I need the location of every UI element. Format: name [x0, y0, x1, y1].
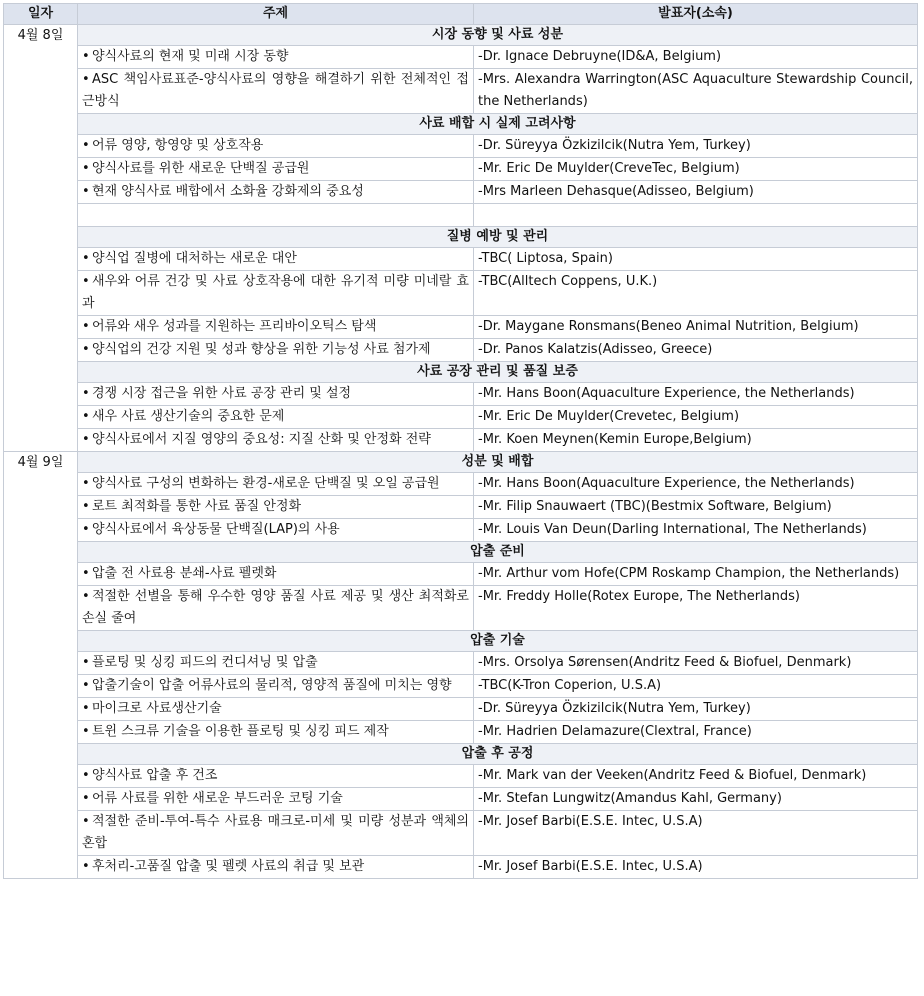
topic-text: 후처리-고품질 압출 및 펠렛 사료의 취급 및 보관	[92, 859, 365, 874]
bullet-icon: •	[82, 184, 90, 199]
agenda-row	[4, 788, 918, 811]
topic-text: 압출 전 사료용 분쇄-사료 펠렛화	[92, 566, 277, 581]
agenda-row	[4, 383, 918, 406]
bullet-icon: •	[82, 161, 90, 176]
topic-text: 새우 사료 생산기술의 중요한 문제	[92, 409, 285, 424]
speaker-cell: -Mr. Josef Barbi(E.S.E. Intec, U.S.A)	[474, 811, 918, 856]
agenda-row	[4, 856, 918, 879]
bullet-icon: •	[82, 319, 90, 334]
topic-text: 적절한 선별을 통해 우수한 영양 품질 사료 제공 및 생산 최적화로 손실 줄여	[82, 589, 469, 626]
speaker-cell: -TBC( Liptosa, Spain)	[474, 248, 918, 271]
topic-cell	[78, 811, 474, 856]
spacer-cell	[78, 204, 474, 227]
agenda-row	[4, 339, 918, 362]
bullet-icon: •	[82, 724, 90, 739]
section-row	[4, 542, 918, 563]
speaker-cell: -Dr. Maygane Ronsmans(Beneo Animal Nutrition, Belgium)	[474, 316, 918, 339]
speaker-cell: -Mr. Stefan Lungwitz(Amandus Kahl, Germany)	[474, 788, 918, 811]
speaker-cell: -Mr. Eric De Muylder(CreveTec, Belgium)	[474, 158, 918, 181]
topic-cell	[78, 339, 474, 362]
section-title: 성분 및 배합	[78, 452, 918, 473]
agenda-row	[4, 429, 918, 452]
agenda-row	[4, 46, 918, 69]
speaker-cell: -Dr. Süreyya Özkizilcik(Nutra Yem, Turkey)	[474, 698, 918, 721]
speaker-cell: -TBC(Alltech Coppens, U.K.)	[474, 271, 918, 316]
topic-cell	[78, 519, 474, 542]
day-date: 4월 8일	[4, 25, 78, 452]
speaker-cell: -Dr. Süreyya Özkizilcik(Nutra Yem, Turkey)	[474, 135, 918, 158]
header-row	[4, 4, 918, 25]
topic-cell	[78, 765, 474, 788]
bullet-icon: •	[82, 859, 90, 874]
topic-text: 마이크로 사료생산기술	[92, 701, 222, 716]
agenda-row	[4, 316, 918, 339]
speaker-cell: -Mr. Mark van der Veeken(Andritz Feed & Biofuel, Denmark)	[474, 765, 918, 788]
topic-text: 양식업의 건강 지원 및 성과 향상을 위한 기능성 사료 첨가제	[92, 342, 431, 357]
section-row	[4, 744, 918, 765]
agenda-row	[4, 811, 918, 856]
speaker-cell: -Mr. Hans Boon(Aquaculture Experience, the Netherlands)	[474, 473, 918, 496]
topic-text: 적절한 준비-투여-특수 사료용 매크로-미세 및 미량 성분과 액체의 혼합	[82, 814, 469, 851]
bullet-icon: •	[82, 701, 90, 716]
spacer-cell	[474, 204, 918, 227]
topic-cell	[78, 675, 474, 698]
topic-cell	[78, 248, 474, 271]
topic-cell	[78, 46, 474, 69]
topic-cell	[78, 383, 474, 406]
topic-text: 양식사료의 현재 및 미래 시장 동향	[92, 49, 289, 64]
topic-text: 양식사료에서 육상동물 단백질(LAP)의 사용	[92, 522, 340, 537]
agenda-row	[4, 765, 918, 788]
section-row	[4, 114, 918, 135]
speaker-cell: -Mr. Josef Barbi(E.S.E. Intec, U.S.A)	[474, 856, 918, 879]
bullet-icon: •	[82, 409, 90, 424]
section-title: 사료 배합 시 실제 고려사항	[78, 114, 918, 135]
bullet-icon: •	[82, 342, 90, 357]
speaker-cell: -Mr. Hadrien Delamazure(Clextral, France)	[474, 721, 918, 744]
speaker-cell: -Mr. Louis Van Deun(Darling International, The Netherlands)	[474, 519, 918, 542]
header-topic: 주제	[78, 4, 474, 25]
topic-cell	[78, 586, 474, 631]
bullet-icon: •	[82, 49, 90, 64]
header-speaker: 발표자(소속)	[474, 4, 918, 25]
bullet-icon: •	[82, 274, 90, 289]
bullet-icon: •	[82, 138, 90, 153]
bullet-icon: •	[82, 72, 90, 87]
bullet-icon: •	[82, 678, 90, 693]
speaker-cell: -Dr. Ignace Debruyne(ID&A, Belgium)	[474, 46, 918, 69]
agenda-row	[4, 181, 918, 204]
agenda-row	[4, 158, 918, 181]
topic-cell	[78, 316, 474, 339]
section-row	[4, 227, 918, 248]
spacer-row	[4, 204, 918, 227]
header-date: 일자	[4, 4, 78, 25]
agenda-row	[4, 248, 918, 271]
agenda-row	[4, 496, 918, 519]
topic-text: 어류와 새우 성과를 지원하는 프리바이오틱스 탐색	[92, 319, 377, 334]
topic-cell	[78, 135, 474, 158]
agenda-row	[4, 721, 918, 744]
section-row	[4, 362, 918, 383]
topic-text: 경쟁 시장 접근을 위한 사료 공장 관리 및 설정	[92, 386, 352, 401]
topic-text: 트윈 스크류 기술을 이용한 플로팅 및 싱킹 피드 제작	[92, 724, 389, 739]
topic-cell	[78, 406, 474, 429]
speaker-cell: -Mr. Eric De Muylder(Crevetec, Belgium)	[474, 406, 918, 429]
agenda-row	[4, 698, 918, 721]
topic-cell	[78, 788, 474, 811]
speaker-cell: -Mr. Filip Snauwaert (TBC)(Bestmix Software, Belgium)	[474, 496, 918, 519]
topic-text: 양식사료 압출 후 건조	[92, 768, 218, 783]
bullet-icon: •	[82, 566, 90, 581]
topic-text: ASC 책임사료표준-양식사료의 영향을 해결하기 위한 전체적인 접근방식	[82, 72, 469, 109]
agenda-table	[3, 3, 918, 879]
bullet-icon: •	[82, 589, 90, 604]
speaker-cell: -Mrs. Alexandra Warrington(ASC Aquaculture Stewardship Council, the Netherlands)	[474, 69, 918, 114]
topic-text: 양식사료 구성의 변화하는 환경-새로운 단백질 및 오일 공급원	[92, 476, 440, 491]
section-title: 시장 동향 및 사료 성분	[78, 25, 918, 46]
speaker-cell: -Mr. Koen Meynen(Kemin Europe,Belgium)	[474, 429, 918, 452]
topic-cell	[78, 429, 474, 452]
speaker-cell: -Mr. Arthur vom Hofe(CPM Roskamp Champion, the Netherlands)	[474, 563, 918, 586]
topic-cell	[78, 856, 474, 879]
topic-text: 플로팅 및 싱킹 피드의 컨디셔닝 및 압출	[92, 655, 318, 670]
agenda-row	[4, 69, 918, 114]
topic-text: 어류 영양, 항영양 및 상호작용	[92, 138, 264, 153]
agenda-row	[4, 586, 918, 631]
bullet-icon: •	[82, 768, 90, 783]
topic-cell	[78, 181, 474, 204]
section-row	[4, 631, 918, 652]
topic-cell	[78, 69, 474, 114]
bullet-icon: •	[82, 432, 90, 447]
section-row	[4, 25, 918, 46]
bullet-icon: •	[82, 655, 90, 670]
agenda-row	[4, 135, 918, 158]
topic-cell	[78, 271, 474, 316]
section-title: 사료 공장 관리 및 품질 보증	[78, 362, 918, 383]
bullet-icon: •	[82, 476, 90, 491]
topic-cell	[78, 563, 474, 586]
speaker-cell: -Dr. Panos Kalatzis(Adisseo, Greece)	[474, 339, 918, 362]
speaker-cell: -Mrs Marleen Dehasque(Adisseo, Belgium)	[474, 181, 918, 204]
day-date: 4월 9일	[4, 452, 78, 879]
topic-text: 양식업 질병에 대처하는 새로운 대안	[92, 251, 297, 266]
section-row	[4, 452, 918, 473]
topic-cell	[78, 721, 474, 744]
agenda-row	[4, 271, 918, 316]
topic-text: 새우와 어류 건강 및 사료 상호작용에 대한 유기적 미량 미네랄 효과	[82, 274, 469, 311]
agenda-row	[4, 563, 918, 586]
bullet-icon: •	[82, 522, 90, 537]
topic-text: 양식사료에서 지질 영양의 중요성: 지질 산화 및 안정화 전략	[92, 432, 431, 447]
agenda-row	[4, 675, 918, 698]
section-title: 압출 준비	[78, 542, 918, 563]
section-title: 질병 예방 및 관리	[78, 227, 918, 248]
topic-cell	[78, 496, 474, 519]
bullet-icon: •	[82, 251, 90, 266]
speaker-cell: -Mrs. Orsolya Sørensen(Andritz Feed & Biofuel, Denmark)	[474, 652, 918, 675]
agenda-row	[4, 652, 918, 675]
topic-text: 양식사료를 위한 새로운 단백질 공급원	[92, 161, 310, 176]
bullet-icon: •	[82, 814, 90, 829]
topic-cell	[78, 652, 474, 675]
bullet-icon: •	[82, 791, 90, 806]
topic-cell	[78, 473, 474, 496]
topic-cell	[78, 158, 474, 181]
speaker-cell: -Mr. Freddy Holle(Rotex Europe, The Netherlands)	[474, 586, 918, 631]
section-title: 압출 기술	[78, 631, 918, 652]
topic-text: 현재 양식사료 배합에서 소화율 강화제의 중요성	[92, 184, 364, 199]
agenda-row	[4, 519, 918, 542]
agenda-row	[4, 406, 918, 429]
topic-cell	[78, 698, 474, 721]
bullet-icon: •	[82, 499, 90, 514]
section-title: 압출 후 공정	[78, 744, 918, 765]
agenda-row	[4, 473, 918, 496]
topic-text: 로트 최적화를 통한 사료 품질 안정화	[92, 499, 302, 514]
speaker-cell: -Mr. Hans Boon(Aquaculture Experience, the Netherlands)	[474, 383, 918, 406]
agenda-body	[4, 25, 918, 879]
speaker-cell: -TBC(K-Tron Coperion, U.S.A)	[474, 675, 918, 698]
topic-text: 압출기술이 압출 어류사료의 물리적, 영양적 품질에 미치는 영향	[92, 678, 452, 693]
topic-text: 어류 사료를 위한 새로운 부드러운 코팅 기술	[92, 791, 343, 806]
bullet-icon: •	[82, 386, 90, 401]
